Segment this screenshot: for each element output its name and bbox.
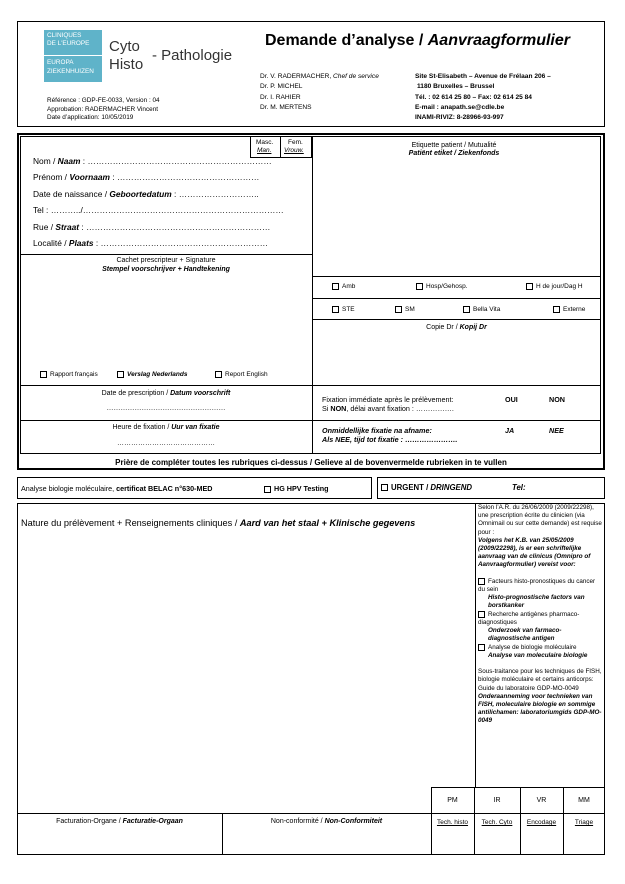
etiquette-label-nl: Patiënt etiket / Ziekenfonds xyxy=(408,150,500,157)
copie-label: Copie Dr / Kopij Dr xyxy=(426,324,487,331)
checkbox-icon xyxy=(478,611,485,618)
code-mm: MM xyxy=(578,797,590,804)
fixation-fr-line1: Fixation immédiate après le prélèvement: xyxy=(322,395,454,404)
option-hday[interactable]: H de jour/Dag H xyxy=(526,283,583,290)
man-label: Man. xyxy=(257,147,272,154)
checkbox-icon xyxy=(416,283,423,290)
patient-fields xyxy=(33,153,284,251)
urgent-tel[interactable]: Tel: xyxy=(512,483,526,492)
facturation-label: Facturation-Organe / Facturatie-Orgaan xyxy=(56,818,183,825)
fixation-nee[interactable]: NEE xyxy=(549,426,564,435)
vrouw-label: Vrouw. xyxy=(284,147,304,154)
logo-divider xyxy=(44,55,102,56)
field-nom[interactable]: Nom / Naam : ………………………………………………………… xyxy=(33,156,272,166)
fixation-fr-line2: Si NON, délai avant fixation : ……………. xyxy=(322,404,454,413)
heure-fixation-label: Heure de fixation / Uur van fixatie xyxy=(112,424,220,431)
masc-label: Masc. xyxy=(256,139,274,146)
checkbox-icon xyxy=(381,484,388,491)
tech-cyto: Tech. Cyto xyxy=(481,819,513,826)
field-rue[interactable]: Rue / Straat : ………………………………………………………… xyxy=(33,221,271,232)
checkbox-icon xyxy=(332,306,339,313)
field-localite[interactable]: Localité / Plaats : …………………………………………………… xyxy=(33,238,269,249)
doctor-item: Dr. I. RAHIER xyxy=(260,93,301,101)
logo-line4: ZIEKENHUIZEN xyxy=(47,68,94,75)
code-vr: VR xyxy=(536,797,547,804)
checkbox-icon xyxy=(478,644,485,651)
field-birthdate[interactable]: Date de naissance / Geboortedatum : ……………………….. xyxy=(33,188,259,199)
field-prenom[interactable]: Prénom / Voornaam : …………………………………………… xyxy=(33,172,260,183)
encodage: Encodage xyxy=(526,819,557,826)
bio-label: Analyse biologie moléculaire, certificat BELAC n°630-MED xyxy=(21,484,213,493)
rapport-nl[interactable]: Verslag Nederlands xyxy=(117,371,187,378)
fixation-nl-line1: Onmiddellijke fixatie na afname: xyxy=(322,426,432,435)
checkbox-icon xyxy=(478,578,485,585)
cachet-label: Cachet prescripteur + Signature xyxy=(116,257,216,264)
form-title-nl: Aanvraagformulier xyxy=(427,32,570,49)
logo-pathologie: - Pathologie xyxy=(152,47,233,64)
urgent-option[interactable]: URGENT / DRINGEND xyxy=(381,483,472,492)
checkbox-icon xyxy=(463,306,470,313)
checkbox-icon xyxy=(553,306,560,313)
option-externe[interactable]: Externe xyxy=(553,306,585,313)
rapport-en[interactable]: Report English xyxy=(215,371,268,378)
nature-label: Nature du prélèvement + Renseignements cliniques / Aard van het staal + Klinische gegevens xyxy=(21,518,416,528)
doctor-item: Dr. M. MERTENS xyxy=(260,103,312,111)
option-sm[interactable]: SM xyxy=(395,306,415,313)
form-title-fr: Demande d’analyse / xyxy=(265,32,428,49)
clinic-logo xyxy=(44,30,102,82)
fixation-ja[interactable]: JA xyxy=(505,426,515,435)
checkbox-icon xyxy=(264,486,271,493)
checkbox-icon xyxy=(40,371,47,378)
option-ste[interactable]: STE xyxy=(332,306,355,313)
logo-line2: DE L'EUROPE xyxy=(47,40,90,47)
logo-line3: EUROPA xyxy=(47,59,74,66)
fixation-non[interactable]: NON xyxy=(549,395,565,404)
etiquette-label: Etiquette patient / Mutualité xyxy=(411,142,497,149)
option-amb[interactable]: Amb xyxy=(332,283,355,290)
checkbox-icon xyxy=(526,283,533,290)
date-prescription-field[interactable]: …………………………………………… xyxy=(106,405,226,412)
document-meta: Référence : GDP-FE-0033, Version : 04 Approbation: RADERMACHER Vincent Date d’application: 10/05/2019 xyxy=(47,97,160,122)
form-title xyxy=(265,32,570,50)
cachet-label-nl: Stempel voorschrijver + Handtekening xyxy=(102,266,230,273)
code-ir: IR xyxy=(493,797,501,804)
divider-vertical xyxy=(312,136,313,454)
rapport-fr[interactable]: Rapport français xyxy=(40,371,98,378)
tech-histo: Tech. histo xyxy=(436,819,469,826)
logo-cyto: Cyto xyxy=(109,38,140,55)
checkbox-icon xyxy=(332,283,339,290)
logo-histo: Histo xyxy=(109,56,144,73)
option-bellavita[interactable]: Bella Vita xyxy=(463,306,500,313)
field-tel[interactable]: Tel : ………../……………………………………………………………… xyxy=(33,205,284,216)
requirements-note: Selon l’A.R. du 26/06/2009 (2009/22298), une prescription écrite du clinicien (via Omnimail ou sur cette demande) est requise pour : Volgens het K.B. van 25/05/2009 (2009/22298), is er een schriftelijke aanvraag van de clinicus (Omnipro of Aanvraagformulier) vereist voor: Facteurs histo-pronostiques du cancer du sein Histo-prognostische factors van borstkanker Recherche antigènes pharmaco-diagnostiques Onderzoek van farmaco-diagnostische antigen Analyse de biologie moléculaire Analyse van moleculaire biologie Sous-traitance pour les techniques de FISH, biologie moléculaire et certains anticorps: Guide du laboratoire GDP-MO-0049 Onderaanneming voor technieken van FISH, moleculaire biologie en sommige antilichamen: laboratoriumgids GDP-MO-0049 xyxy=(478,504,602,725)
checkbox-icon xyxy=(117,371,124,378)
nonconformite-label: Non-conformité / Non-Conformiteit xyxy=(270,818,383,825)
triage: Triage xyxy=(574,819,594,826)
checkbox-icon xyxy=(395,306,402,313)
heure-fixation-field[interactable]: …………………………………… xyxy=(117,440,215,447)
date-prescription-label: Date de prescription / Datum voorschrift xyxy=(101,390,231,397)
doctor-item: Dr. P. MICHEL xyxy=(260,83,303,91)
checkbox-icon xyxy=(215,371,222,378)
lab-address: Site St-Elisabeth – Avenue de Frélaan 206 – 1180 Bruxelles – Brussel Tél. : 02 614 25 80 – Fax: 02 614 25 84 E-mail : anapath.se@cdle.be INAMI-RIVIZ: 8-28966-93-997 xyxy=(415,73,551,122)
logo-line1: CLINIQUES xyxy=(47,32,82,39)
doctor-list xyxy=(260,72,379,113)
fixation-nl-line2: Als NEE, tijd tot fixatie : …………………. xyxy=(322,435,458,444)
hpv-option[interactable]: HG HPV Testing xyxy=(264,484,329,493)
fem-label: Fem. xyxy=(288,139,303,146)
option-hosp[interactable]: Hosp/Gehosp. xyxy=(416,283,468,290)
code-pm: PM xyxy=(447,797,458,804)
completion-notice: Prière de compléter toutes les rubriques ci-dessus / Gelieve al de bovenvermelde rubrieken in te vullen xyxy=(115,458,507,467)
fixation-oui[interactable]: OUI xyxy=(505,395,518,404)
doctor-item: Dr. V. RADERMACHER, Chef de service xyxy=(260,73,379,80)
